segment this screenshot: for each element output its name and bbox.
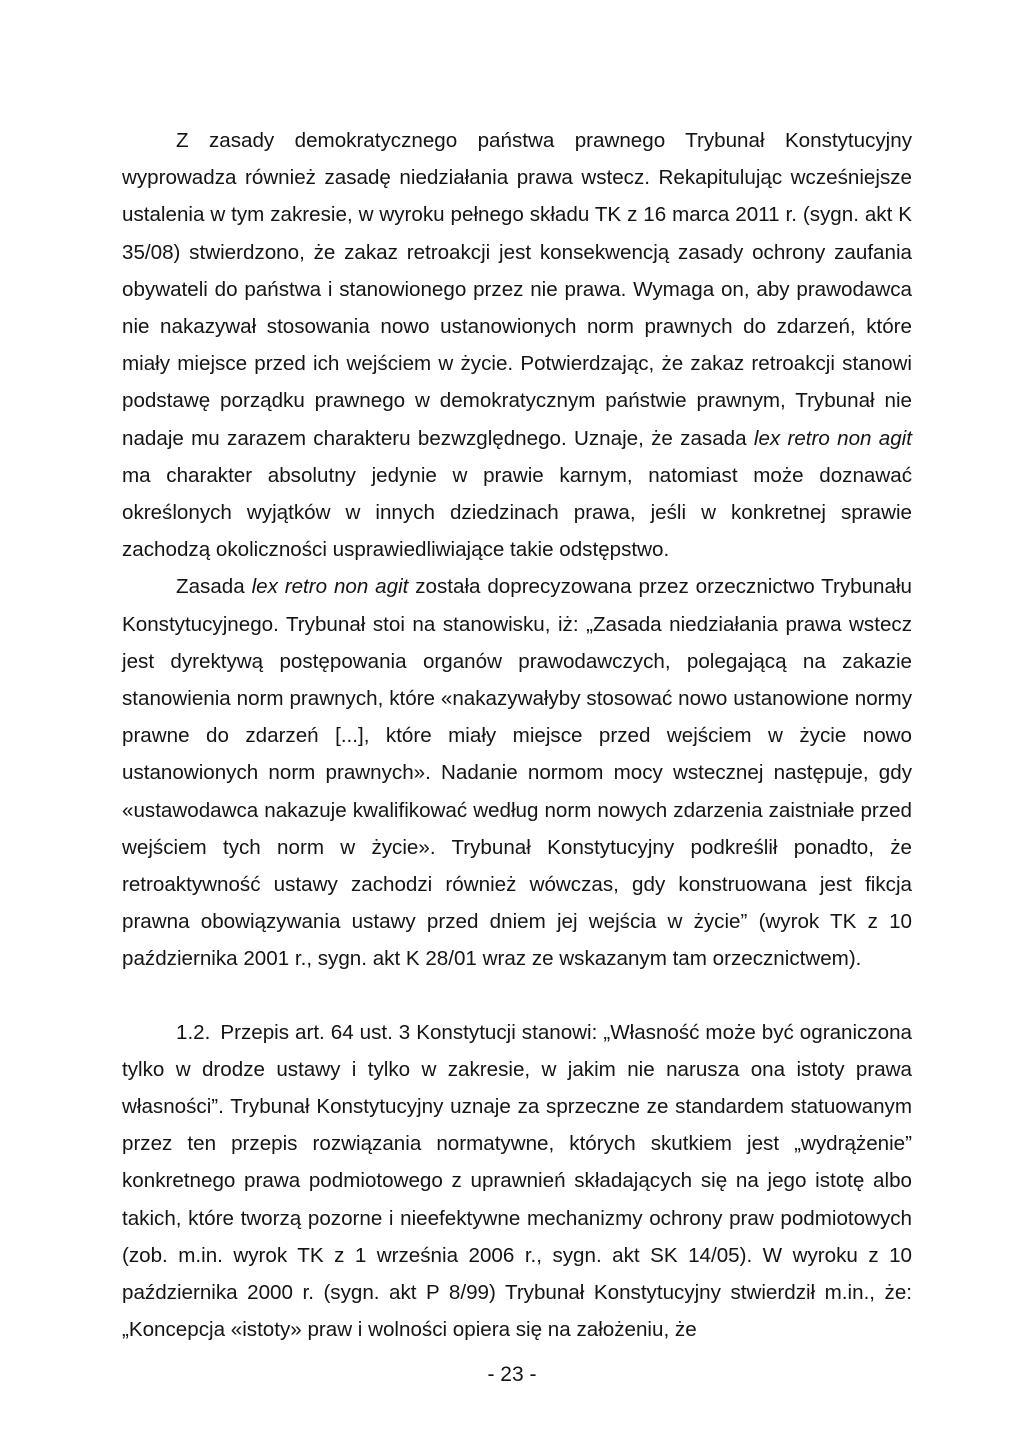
document-body	[122, 122, 912, 1349]
paragraph-1-latin-phrase: lex retro non agit	[753, 426, 912, 450]
paragraph-2-start: Zasada	[176, 575, 252, 599]
paragraph-1-text-rest: ma charakter absolutny jedynie w prawie karnym, natomiast może doznawać określonych wyjątków w innych dziedzinach prawa, jeśli w konkretnej sprawie zachodzą okoliczności usprawiedliwiające takie odstępstwo.	[122, 463, 912, 562]
paragraph-1-text: Z zasady demokratycznego państwa prawnego Trybunał Konstytucyjny wyprowadza również zasadę niedziałania prawa wstecz. Rekapitulując wcześniejsze ustalenia w tym zakresie, w wyroku pełnego składu TK z 16 marca 2011 r. (sygn. akt K 35/08) stwierdzono, że zakaz retroakcji jest konsekwencją zasady ochrony zaufania obywateli do państwa i stanowionego przez nie prawa. Wymaga on, aby prawodawca nie nakazywał stosowania nowo ustanowionych norm prawnych do zdarzeń, które miały miejsce przed ich wejściem w życie. Potwierdzając, że zakaz retroakcji stanowi podstawę porządku prawnego w demokratycznym państwie prawnym, Trybunał nie nadaje mu zarazem charakteru bezwzględnego. Uznaje, że zasada	[122, 129, 912, 450]
paragraph-3-text: Przepis art. 64 ust. 3 Konstytucji stanowi: „Własność może być ograniczona tylko w drodze ustawy i tylko w zakresie, w jakim nie narusza ona istoty prawa własności”. Trybunał Konstytucyjny uznaje za sprzeczne ze standardem statuowanym przez ten przepis rozwiązania normatywne, których skutkiem jest „wydrążenie” konkretnego prawa podmiotowego z uprawnień składających się na jego istotę albo takich, które tworzą pozorne i nieefektywne mechanizmy ochrony praw podmiotowych (zob. m.in. wyrok TK z 1 września 2006 r., sygn. akt SK 14/05). W wyroku z 10 października 2000 r. (sygn. akt P 8/99) Trybunał Konstytucyjny stwierdził m.in., że: „Koncepcja «istoty» praw i wolności opiera się na założeniu, że	[122, 1020, 912, 1342]
page-number: - 23 -	[487, 1363, 537, 1386]
paragraph-2-text-rest: została doprecyzowana przez orzecznictwo Trybunału Konstytucyjnego. Trybunał stoi na stanowisku, iż: „Zasada niedziałania prawa wstecz jest dyrektywą postępowania organów prawodawczych, polegającą na zakazie stanowienia norm prawnych, które «nakazywałyby stosować nowo ustanowione normy prawne do zdarzeń [...], które miały miejsce przed wejściem w życie nowo ustanowionych norm prawnych». Nadanie normom mocy wstecznej następuje, gdy «ustawodawca nakazuje kwalifikować według norm nowych zdarzenia zaistniałe przed wejściem tych norm w życie». Trybunał Konstytucyjny podkreślił ponadto, że retroaktywność ustawy zachodzi również wówczas, gdy konstruowana jest fikcja prawna obowiązywania ustawy przed dniem jej wejścia w życie” (wyrok TK z 10 października 2001 r., sygn. akt K 28/01 wraz ze wskazanym tam orzecznictwem).	[122, 575, 912, 971]
paragraph-2	[122, 568, 912, 977]
section-number: 1.2.	[176, 1020, 211, 1044]
paragraph-2-latin-phrase: lex retro non agit	[251, 575, 409, 599]
paragraph-3	[122, 1014, 912, 1349]
paragraph-1	[122, 122, 912, 568]
